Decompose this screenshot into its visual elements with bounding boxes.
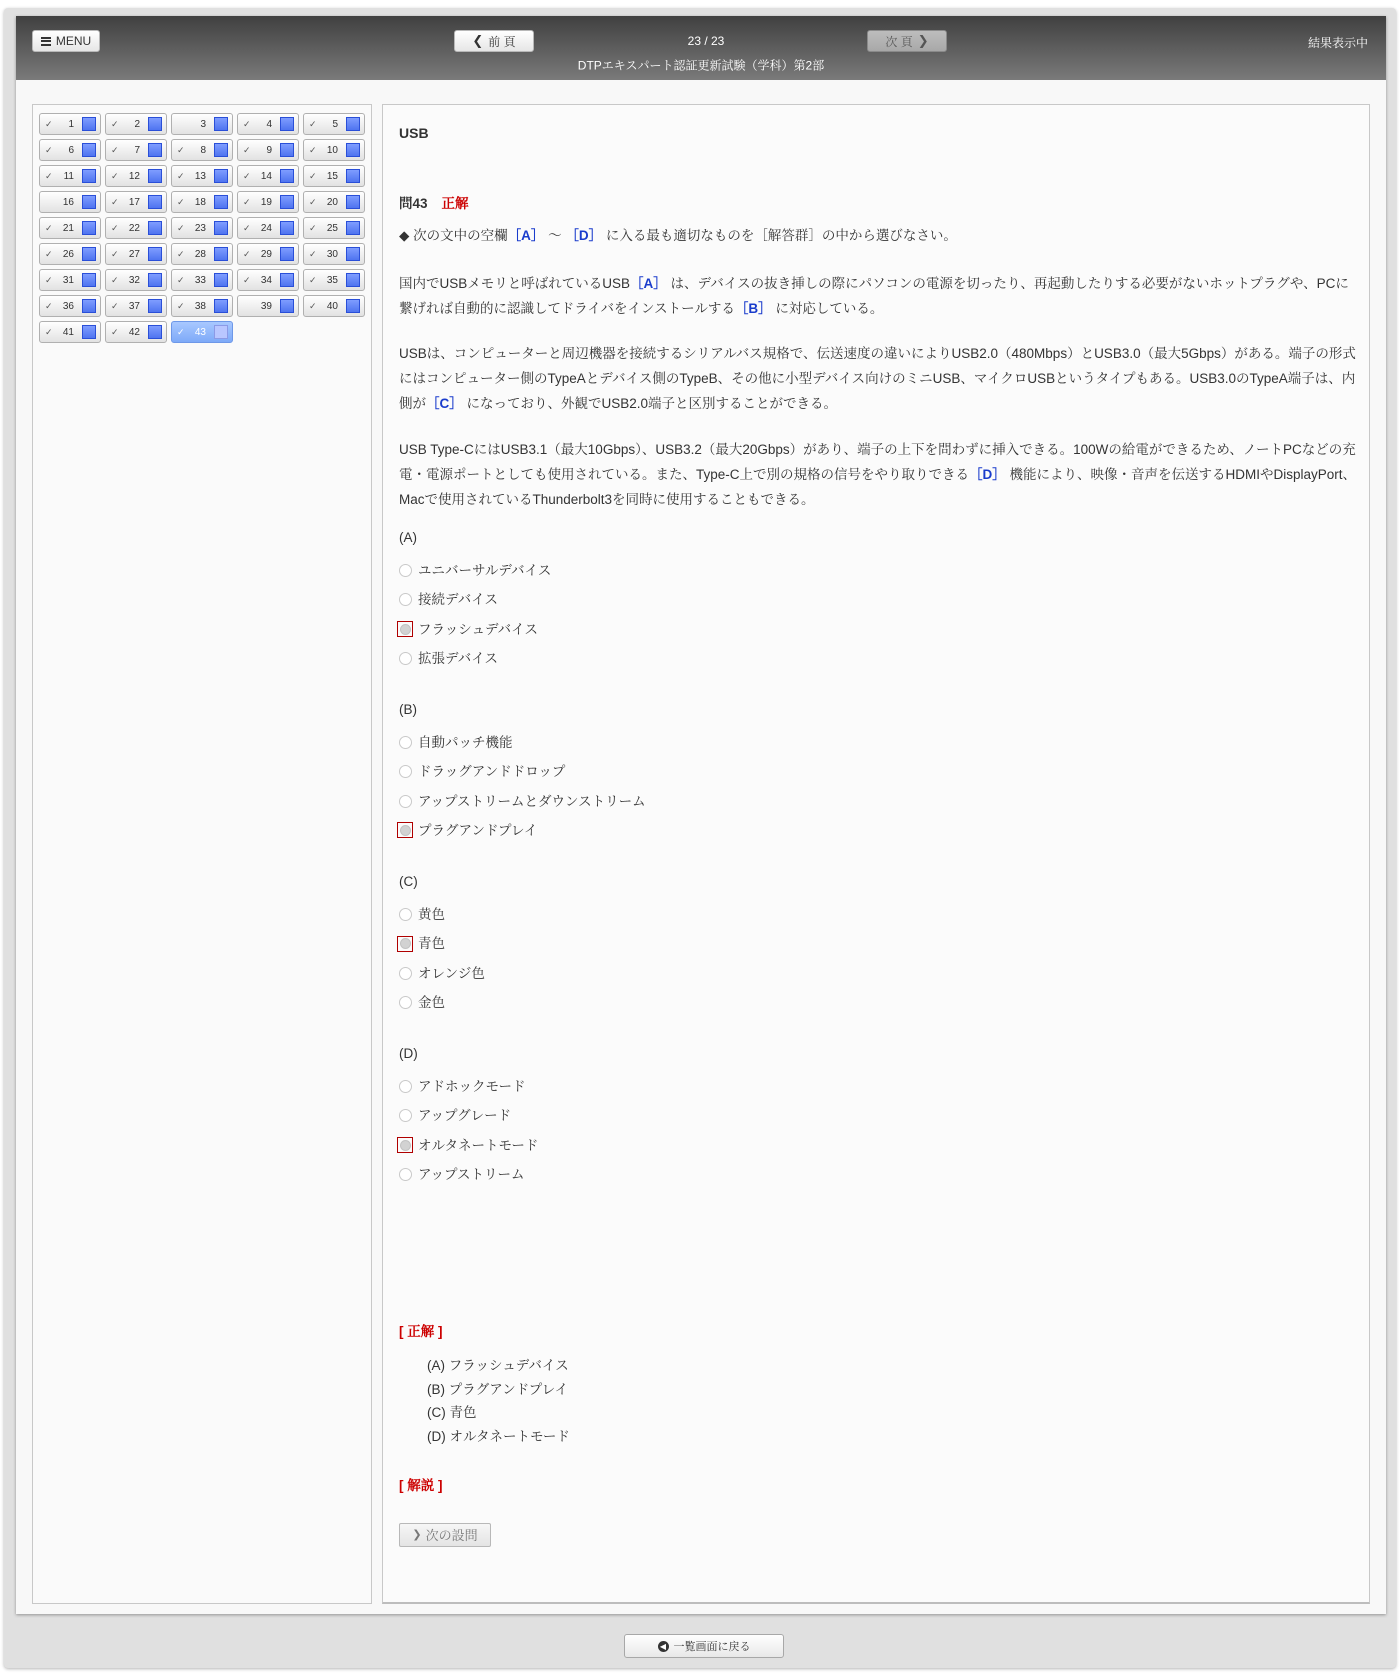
check-icon: ✓ <box>45 275 53 285</box>
question-button-36[interactable] <box>39 295 101 317</box>
question-grid <box>39 113 365 343</box>
flag-icon <box>346 117 360 131</box>
question-button-42[interactable] <box>105 321 167 343</box>
check-icon: ✓ <box>177 223 185 233</box>
check-icon: ✓ <box>243 119 251 129</box>
flag-icon <box>148 247 162 261</box>
status-text: 結果表示中 <box>1307 36 1368 50</box>
option-b-3[interactable] <box>399 789 646 814</box>
check-icon: ✓ <box>45 223 53 233</box>
check-icon: ✓ <box>111 327 119 337</box>
para-text: USBは、コンピューターと周辺機器を接続するシリアルバス規格で、伝送速度の違いによりUSB2.0（480Mbps）とUSB3.0（最大5Gbps）がある。端子の形式にはコンピューター側のTypeAとデバイス側のTypeB、その他に小型デバイス向けのミニUSB、マイクロUSBというタイプもある。USB3.0のTypeA端子は、内側が <box>399 346 1356 411</box>
flag-icon <box>214 273 228 287</box>
question-button-15[interactable] <box>303 165 365 187</box>
question-number: 15 <box>326 171 338 182</box>
question-button-10[interactable] <box>303 139 365 161</box>
menu-label: MENU <box>55 34 92 48</box>
question-number: 28 <box>194 249 206 260</box>
flag-icon <box>280 247 294 261</box>
flag-icon <box>280 169 294 183</box>
header-bar <box>16 16 1386 80</box>
question-number: 35 <box>326 275 338 286</box>
prev-page-label: 前 頁 <box>488 34 516 49</box>
option-label: フラッシュデバイス <box>418 621 539 637</box>
question-number: 6 <box>68 145 74 156</box>
option-d-4[interactable] <box>399 1162 525 1187</box>
radio-dot <box>400 1140 411 1151</box>
flag-icon <box>280 299 294 313</box>
blank-c: ［C］ <box>426 396 463 411</box>
flag-icon <box>280 143 294 157</box>
question-button-1[interactable] <box>39 113 101 135</box>
check-icon: ✓ <box>177 275 185 285</box>
radio-selected[interactable] <box>397 936 413 952</box>
flag-icon <box>82 273 96 287</box>
flag-icon <box>148 143 162 157</box>
para-text: に対応している。 <box>771 301 884 316</box>
option-label: ユニバーサルデバイス <box>418 563 552 578</box>
next-page-label: 次 頁 <box>885 34 913 49</box>
question-button-23[interactable] <box>171 217 233 239</box>
check-icon: ✓ <box>111 249 119 259</box>
blank-d: ［D］ <box>565 228 603 243</box>
question-number: 39 <box>260 301 272 312</box>
option-b-2[interactable] <box>399 759 565 784</box>
radio-button[interactable] <box>399 593 412 606</box>
check-icon: ✓ <box>177 145 185 155</box>
paragraph-2 <box>399 341 1359 416</box>
question-number: 31 <box>62 275 74 286</box>
question-number: 25 <box>326 223 338 234</box>
check-icon: ✓ <box>309 197 317 207</box>
question-number: 5 <box>332 119 338 130</box>
radio-button[interactable] <box>399 1109 412 1122</box>
question-button-17[interactable] <box>105 191 167 213</box>
question-number: 23 <box>194 223 206 234</box>
correct-answer-item: (A) フラッシュデバイス <box>427 1358 569 1373</box>
flag-icon <box>346 273 360 287</box>
question-number: 19 <box>260 197 272 208</box>
answer-heading: [ 正解 ] <box>399 1324 443 1339</box>
check-icon: ✓ <box>111 145 119 155</box>
hamburger-icon <box>41 37 51 46</box>
check-icon: ✓ <box>243 275 251 285</box>
check-icon: ✓ <box>177 197 185 207</box>
check-icon: ✓ <box>111 197 119 207</box>
question-button-2[interactable] <box>105 113 167 135</box>
option-label: ドラッグアンドドロップ <box>418 764 566 780</box>
check-icon: ✓ <box>243 223 251 233</box>
question-number: 30 <box>326 249 338 260</box>
question-number: 16 <box>62 197 74 208</box>
option-label: 金色 <box>418 994 445 1010</box>
flag-icon <box>346 247 360 261</box>
check-icon: ✓ <box>177 327 185 337</box>
question-button-21[interactable] <box>39 217 101 239</box>
para-text: 国内でUSBメモリと呼ばれているUSB <box>399 276 631 291</box>
correct-answer-item: (B) プラグアンドプレイ <box>427 1381 569 1397</box>
question-button-33[interactable] <box>171 269 233 291</box>
check-icon: ✓ <box>177 301 185 311</box>
option-d-3[interactable] <box>399 1133 538 1158</box>
question-button-43[interactable] <box>171 321 233 343</box>
check-icon: ✓ <box>309 249 317 259</box>
question-number: 27 <box>128 249 140 260</box>
radio-button[interactable] <box>399 1080 412 1093</box>
check-icon: ✓ <box>309 171 317 181</box>
question-button-24[interactable] <box>237 217 299 239</box>
flag-icon <box>346 299 360 313</box>
instruction-text: ◆ 次の文中の空欄 <box>399 228 508 243</box>
flag-icon <box>214 117 228 131</box>
check-icon: ✓ <box>243 145 251 155</box>
back-to-list-button[interactable] <box>624 1634 784 1658</box>
option-c-4[interactable] <box>399 990 445 1015</box>
option-d-2[interactable] <box>399 1103 511 1128</box>
option-label: アップストリームとダウンストリーム <box>418 793 646 809</box>
paragraph-1 <box>399 271 1359 321</box>
radio-button[interactable] <box>399 996 412 1009</box>
flag-icon <box>82 143 96 157</box>
flag-icon <box>214 325 228 339</box>
question-number: 26 <box>62 249 74 260</box>
flag-icon <box>148 273 162 287</box>
check-icon: ✓ <box>243 249 251 259</box>
question-button-16[interactable] <box>39 191 101 213</box>
question-button-39[interactable] <box>237 295 299 317</box>
flag-icon <box>214 143 228 157</box>
radio-button[interactable] <box>399 1168 412 1181</box>
check-icon: ✓ <box>111 223 119 233</box>
question-button-26[interactable] <box>39 243 101 265</box>
para-text: になっており、外観でUSB2.0端子と区別することができる。 <box>462 396 838 411</box>
question-button-31[interactable] <box>39 269 101 291</box>
question-number: 8 <box>200 145 206 156</box>
question-number: 7 <box>134 145 140 156</box>
option-label: 黄色 <box>418 907 445 922</box>
option-a-1[interactable] <box>399 558 551 583</box>
check-icon: ✓ <box>45 301 53 311</box>
question-button-8[interactable] <box>171 139 233 161</box>
question-number: 32 <box>128 275 140 286</box>
question-number: 41 <box>62 327 74 338</box>
radio-selected[interactable] <box>397 621 413 637</box>
check-icon: ✓ <box>111 119 119 129</box>
flag-icon <box>148 169 162 183</box>
option-label: オレンジ色 <box>418 965 485 981</box>
check-icon: ✓ <box>111 275 119 285</box>
blank-b: ［B］ <box>734 301 772 316</box>
check-icon: ✓ <box>177 171 185 181</box>
question-number: 1 <box>68 119 74 130</box>
flag-icon <box>82 299 96 313</box>
blank-a: ［A］ <box>507 228 545 243</box>
question-button-19[interactable] <box>237 191 299 213</box>
para-text: USB Type-CにはUSB3.1（最大10Gbps）、USB3.2（最大20Gbps）があり、端子の上下を問わずに挿入できる。100Wの給電ができるため、ノートPCなどの充電・電源ポートとしても使用されている。また、Type-C上で別の規格の信号をやり取りできる <box>399 442 1356 482</box>
check-icon: ✓ <box>45 249 53 259</box>
question-button-34[interactable] <box>237 269 299 291</box>
question-number: 17 <box>128 197 140 208</box>
check-icon: ✓ <box>45 327 53 337</box>
app-frame <box>4 8 1396 1668</box>
option-label: アップグレード <box>418 1108 512 1124</box>
radio-button[interactable] <box>399 795 412 808</box>
radio-button[interactable] <box>399 564 412 577</box>
question-button-29[interactable] <box>237 243 299 265</box>
radio-dot <box>400 938 411 949</box>
question-button-37[interactable] <box>105 295 167 317</box>
group-label: (D) <box>399 1046 418 1061</box>
question-number: 3 <box>200 119 206 130</box>
question-number: 24 <box>260 223 272 234</box>
question-number: 10 <box>326 145 338 156</box>
prev-page-button[interactable] <box>454 30 534 52</box>
correct-answer-item: (C) 青色 <box>427 1405 477 1420</box>
question-number: 9 <box>266 145 272 156</box>
para-text: は、デバイスの抜き挿しの際にパソコンの電源を切ったり、再起動したりする必要がないホットプラグや、PCに繋げれば自動的に認識してドライバをインストールする <box>399 276 1349 316</box>
option-c-3[interactable] <box>399 961 485 986</box>
question-number: 21 <box>62 223 74 234</box>
option-c-2[interactable] <box>399 931 445 956</box>
arrow-circle-left-icon: ◀ <box>658 1641 669 1652</box>
exam-window <box>16 16 1386 1614</box>
question-button-13[interactable] <box>171 165 233 187</box>
flag-icon <box>214 299 228 313</box>
chevron-right-icon: ❯ <box>917 33 929 48</box>
option-label: オルタネートモード <box>418 1137 539 1153</box>
flag-icon <box>148 117 162 131</box>
flag-icon <box>148 221 162 235</box>
chevron-left-icon: ❮ <box>472 33 484 48</box>
radio-button[interactable] <box>399 765 412 778</box>
question-button-25[interactable] <box>303 217 365 239</box>
question-number: 42 <box>128 327 140 338</box>
group-label: (C) <box>399 874 418 889</box>
flag-icon <box>82 195 96 209</box>
radio-dot <box>400 825 411 836</box>
option-a-2[interactable] <box>399 587 498 612</box>
paragraph-3 <box>399 437 1359 512</box>
check-icon: ✓ <box>309 301 317 311</box>
question-number: 11 <box>63 171 74 182</box>
check-icon: ✓ <box>309 145 317 155</box>
radio-dot <box>400 624 411 635</box>
option-b-1[interactable] <box>399 730 513 755</box>
question-button-12[interactable] <box>105 165 167 187</box>
option-label: プラグアンドプレイ <box>418 822 538 838</box>
next-page-button[interactable] <box>867 30 947 52</box>
question-button-35[interactable] <box>303 269 365 291</box>
flag-icon <box>214 247 228 261</box>
instruction-tilde: 〜 <box>544 228 566 243</box>
option-label: 自動パッチ機能 <box>418 735 513 750</box>
flag-icon <box>346 195 360 209</box>
flag-icon <box>280 273 294 287</box>
group-label: (A) <box>399 530 417 545</box>
question-button-14[interactable] <box>237 165 299 187</box>
question-number: 2 <box>134 119 140 130</box>
option-label: 拡張デバイス <box>418 650 499 666</box>
next-question-label: 次の設問 <box>425 1527 478 1543</box>
question-number: 問43 <box>399 196 428 211</box>
radio-selected[interactable] <box>397 1137 413 1153</box>
flag-icon <box>82 247 96 261</box>
option-d-1[interactable] <box>399 1074 525 1099</box>
radio-selected[interactable] <box>397 822 413 838</box>
question-button-11[interactable] <box>39 165 101 187</box>
question-number: 18 <box>194 197 206 208</box>
option-a-4[interactable] <box>399 646 498 671</box>
check-icon: ✓ <box>45 171 53 181</box>
radio-button[interactable] <box>399 908 412 921</box>
question-number: 29 <box>260 249 272 260</box>
question-number: 40 <box>326 301 338 312</box>
flag-icon <box>82 169 96 183</box>
option-a-3[interactable] <box>399 617 538 642</box>
question-button-41[interactable] <box>39 321 101 343</box>
question-button-27[interactable] <box>105 243 167 265</box>
flag-icon <box>148 325 162 339</box>
radio-button[interactable] <box>399 736 412 749</box>
correct-answer-item: (D) オルタネートモード <box>427 1428 570 1444</box>
option-label: 青色 <box>418 936 445 952</box>
check-icon: ✓ <box>45 145 53 155</box>
option-label: 接続デバイス <box>418 592 499 608</box>
question-button-38[interactable] <box>171 295 233 317</box>
question-button-7[interactable] <box>105 139 167 161</box>
check-icon: ✓ <box>309 275 317 285</box>
question-number: 37 <box>128 301 140 312</box>
check-icon: ✓ <box>177 249 185 259</box>
question-button-22[interactable] <box>105 217 167 239</box>
question-button-20[interactable] <box>303 191 365 213</box>
option-label: アップストリーム <box>418 1166 525 1182</box>
check-icon: ✓ <box>309 119 317 129</box>
question-button-32[interactable] <box>105 269 167 291</box>
next-question-button[interactable] <box>399 1523 491 1547</box>
question-button-4[interactable] <box>237 113 299 135</box>
flag-icon <box>346 169 360 183</box>
question-number: 20 <box>326 197 338 208</box>
question-number: 33 <box>194 275 206 286</box>
question-number: 14 <box>260 171 272 182</box>
flag-icon <box>82 325 96 339</box>
question-header <box>399 191 469 216</box>
flag-icon <box>280 221 294 235</box>
check-icon: ✓ <box>111 171 119 181</box>
question-number: 4 <box>266 119 272 130</box>
flag-icon <box>148 195 162 209</box>
question-number: 43 <box>194 327 206 338</box>
radio-button[interactable] <box>399 652 412 665</box>
question-number: 36 <box>62 301 74 312</box>
check-icon: ✓ <box>243 171 251 181</box>
flag-icon <box>280 117 294 131</box>
chevron-right-icon: ❯ <box>412 1528 422 1541</box>
flag-icon <box>214 169 228 183</box>
flag-icon <box>346 143 360 157</box>
question-button-9[interactable] <box>237 139 299 161</box>
flag-icon <box>82 117 96 131</box>
question-button-18[interactable] <box>171 191 233 213</box>
question-number: 38 <box>194 301 206 312</box>
result-badge: 正解 <box>441 196 469 211</box>
flag-icon <box>214 221 228 235</box>
question-number: 22 <box>128 223 140 234</box>
menu-button[interactable] <box>32 30 100 52</box>
flag-icon <box>280 195 294 209</box>
question-number: 13 <box>194 171 206 182</box>
option-b-4[interactable] <box>399 818 537 843</box>
check-icon: ✓ <box>111 301 119 311</box>
group-label: (B) <box>399 702 417 717</box>
question-navigator <box>32 104 372 1604</box>
question-button-3[interactable] <box>171 113 233 135</box>
flag-icon <box>82 221 96 235</box>
radio-button[interactable] <box>399 967 412 980</box>
question-button-30[interactable] <box>303 243 365 265</box>
question-button-28[interactable] <box>171 243 233 265</box>
question-number: 34 <box>260 275 272 286</box>
option-c-1[interactable] <box>399 902 445 927</box>
question-button-40[interactable] <box>303 295 365 317</box>
flag-icon <box>148 299 162 313</box>
question-button-6[interactable] <box>39 139 101 161</box>
back-to-list-label: 一覧画面に戻る <box>673 1641 751 1653</box>
flag-icon <box>346 221 360 235</box>
page-counter: 23 / 23 <box>687 34 725 48</box>
topic-title: USB <box>399 125 429 141</box>
blank-a: ［A］ <box>630 276 667 291</box>
option-label: アドホックモード <box>418 1079 526 1094</box>
flag-icon <box>214 195 228 209</box>
explanation-heading: [ 解説 ] <box>399 1478 443 1493</box>
question-panel <box>382 104 1370 1604</box>
para-text: 機能により、映像・音声を伝送するHDMIやDisplayPort、Macで使用されているThunderbolt3を同時に使用することもできる。 <box>399 467 1357 507</box>
exam-title: DTPエキスパート認証更新試験（学科）第2部 <box>577 58 825 73</box>
instruction-suffix: に入る最も適切なものを［解答群］の中から選びなさい。 <box>602 228 957 243</box>
check-icon: ✓ <box>243 197 251 207</box>
blank-d: ［D］ <box>969 467 1006 482</box>
check-icon: ✓ <box>309 223 317 233</box>
check-icon: ✓ <box>45 119 53 129</box>
instruction <box>399 223 957 248</box>
question-button-5[interactable] <box>303 113 365 135</box>
question-number: 12 <box>128 171 140 182</box>
